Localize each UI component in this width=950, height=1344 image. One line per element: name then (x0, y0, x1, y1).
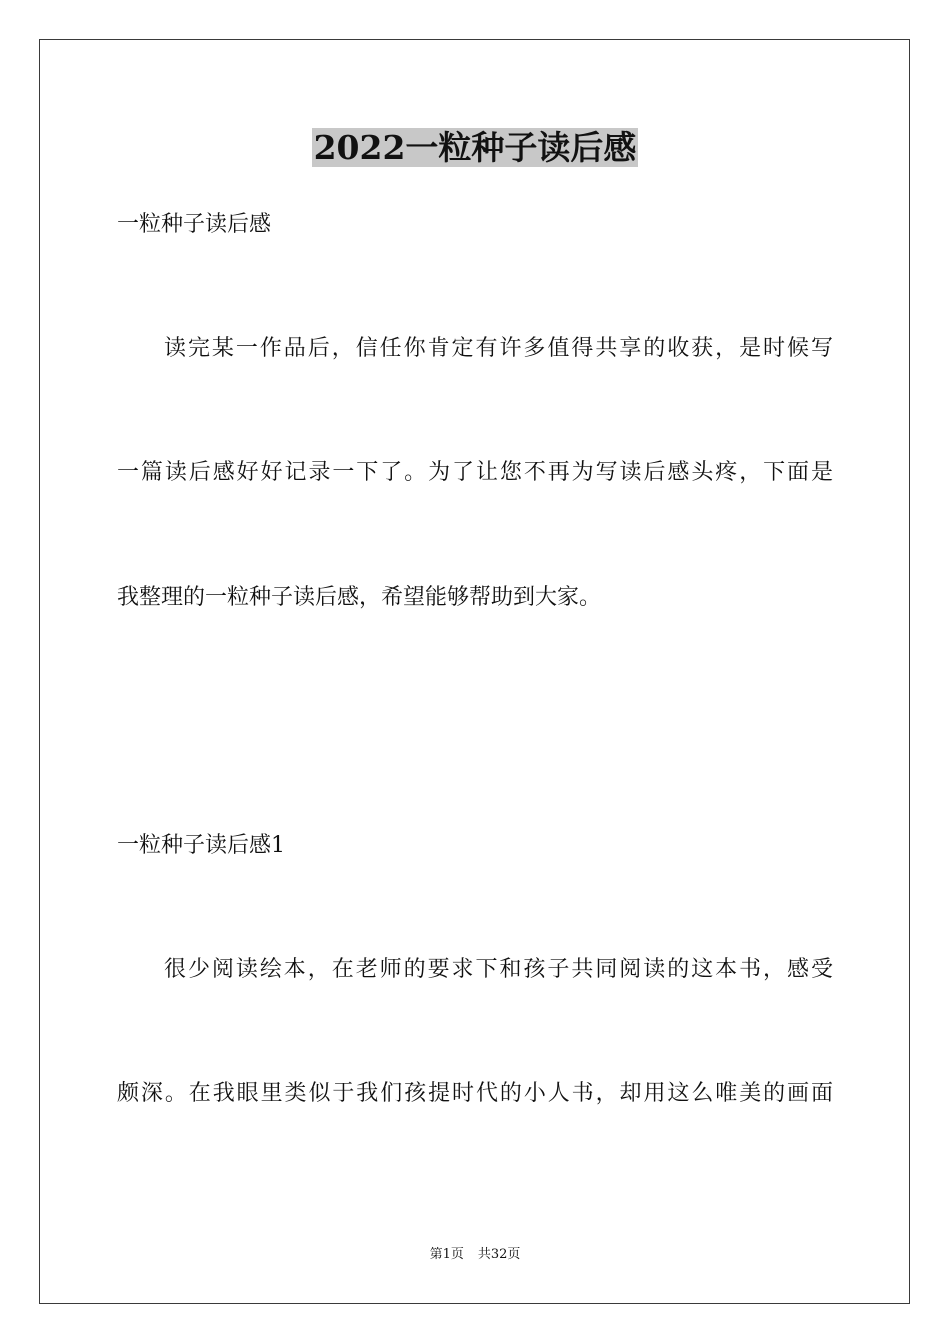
document-subtitle: 一粒种子读后感 (117, 212, 272, 237)
section-line-2: 颇深。在我眼里类似于我们孩提时代的小人书，却用这么唯美的画面 (117, 1081, 833, 1106)
intro-line-3: 我整理的一粒种子读后感，希望能够帮助到大家。 (117, 585, 602, 610)
document-title-text: 2022一粒种子读后感 (313, 128, 637, 167)
page-footer (0, 1246, 950, 1264)
section-heading: 一粒种子读后感1 (117, 833, 285, 858)
page-total: 共32页 (477, 1247, 521, 1262)
document-title (0, 128, 950, 168)
intro-line-2: 一篇读后感好好记录一下了。为了让您不再为写读后感头疼，下面是 (117, 460, 833, 485)
intro-line-1: 读完某一作品后，信任你肯定有许多值得共享的收获，是时候写 (164, 336, 833, 361)
page-number: 第1页 (429, 1247, 464, 1262)
section-line-1: 很少阅读绘本，在老师的要求下和孩子共同阅读的这本书，感受 (164, 957, 833, 982)
